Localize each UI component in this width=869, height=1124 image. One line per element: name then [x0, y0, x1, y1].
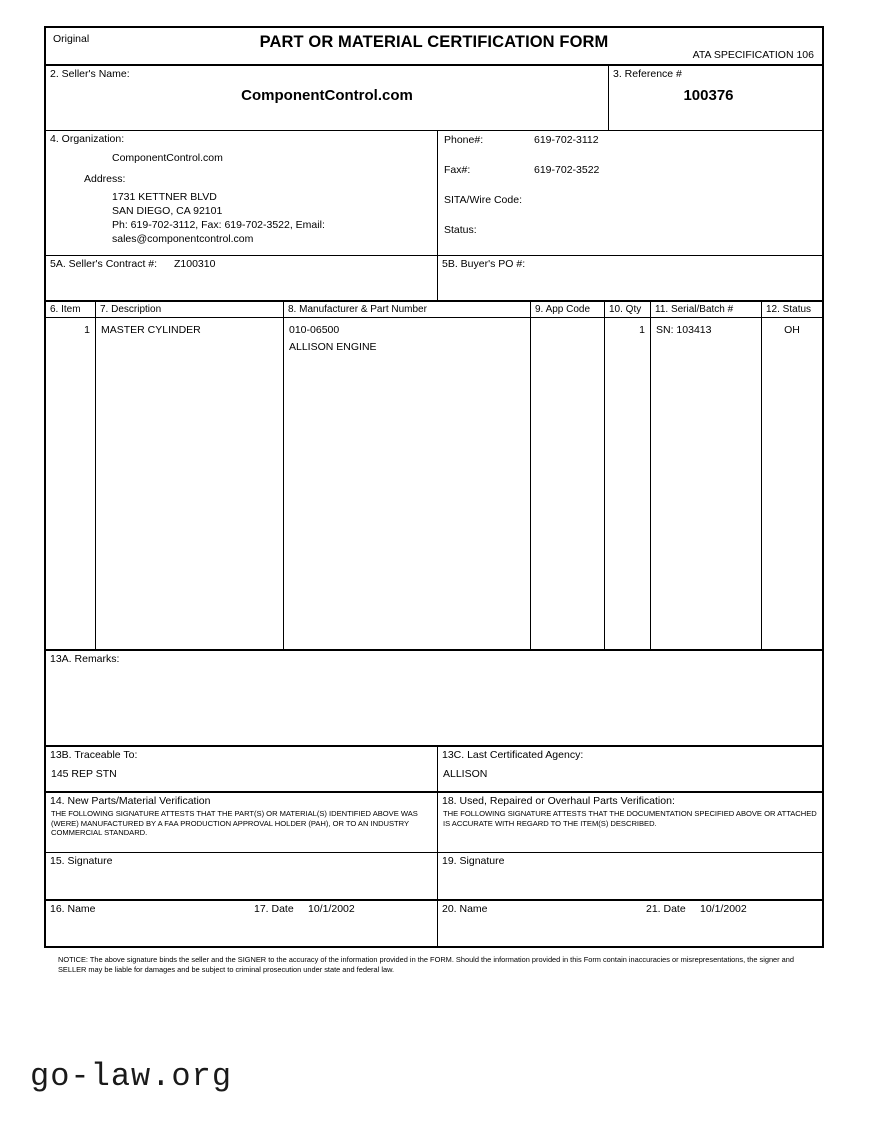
name-right-cell[interactable]	[438, 901, 822, 946]
seller-contract-cell	[46, 256, 438, 300]
traceability-band	[46, 747, 822, 793]
address-line-1: 1731 KETTNER BLVD	[112, 191, 217, 203]
column-header-item: 6. Item	[50, 304, 81, 315]
cell-description: MASTER CYLINDER	[101, 324, 201, 336]
reference-cell	[609, 66, 822, 130]
organization-name: ComponentControl.com	[112, 152, 223, 164]
name-left-label: 16. Name	[50, 903, 96, 915]
cell-qty: 1	[639, 324, 645, 336]
date-right-label: 21. Date	[646, 903, 686, 915]
specification-label: ATA SPECIFICATION 106	[692, 49, 814, 61]
seller-name-label: 2. Seller's Name:	[50, 68, 130, 80]
used-parts-verification-body: THE FOLLOWING SIGNATURE ATTESTS THAT THE DOCUMENTATION SPECIFIED ABOVE OR ATTACHED IS ACCURATE WITH REGARD TO THE ITEM(S) DESCRIBED.	[443, 809, 817, 828]
address-line-2: SAN DIEGO, CA 92101	[112, 205, 223, 217]
seller-contract-value: Z100310	[174, 258, 216, 270]
address-label: Address:	[84, 173, 126, 185]
new-parts-verification-cell	[46, 793, 438, 852]
contact-cell	[438, 131, 822, 255]
seller-contract-label: 5A. Seller's Contract #:	[50, 258, 158, 270]
verification-band	[46, 793, 822, 853]
signature-right-label: 19. Signature	[442, 855, 505, 867]
last-certificated-agency-label: 13C. Last Certificated Agency:	[442, 749, 584, 761]
address-line-3: Ph: 619-702-3112, Fax: 619-702-3522, Email:	[112, 219, 325, 231]
seller-company-value: ComponentControl.com	[241, 87, 413, 104]
seller-reference-band	[46, 66, 822, 131]
status-label: Status:	[444, 224, 477, 236]
phone-value: 619-702-3112	[534, 134, 599, 146]
traceable-to-cell	[46, 747, 438, 791]
new-parts-verification-label: 14. New Parts/Material Verification	[50, 795, 211, 807]
used-parts-verification-cell	[438, 793, 822, 852]
reference-label: 3. Reference #	[613, 68, 682, 80]
phone-label: Phone#:	[444, 134, 484, 146]
cell-serial-batch: SN: 103413	[656, 324, 712, 336]
seller-name-cell	[46, 66, 609, 130]
used-parts-verification-label: 18. Used, Repaired or Overhaul Parts Verification:	[442, 795, 675, 807]
items-table-body	[46, 318, 822, 651]
date-left-label: 17. Date	[254, 903, 294, 915]
column-header-description: 7. Description	[100, 304, 162, 315]
remarks-cell	[46, 651, 822, 747]
items-table-header	[46, 302, 822, 318]
signature-left-cell[interactable]	[46, 853, 438, 899]
column-header-serial: 11. Serial/Batch #	[655, 304, 734, 315]
last-certificated-agency-cell	[438, 747, 822, 791]
cell-manufacturer-name: ALLISON ENGINE	[289, 341, 377, 353]
reference-value: 100376	[683, 87, 734, 104]
traceable-to-value: 145 REP STN	[51, 768, 117, 780]
form-header	[46, 28, 822, 66]
cell-item-number: 1	[84, 324, 90, 336]
fax-label: Fax#:	[444, 164, 471, 176]
organization-band	[46, 131, 822, 256]
signature-band	[46, 853, 822, 901]
organization-label: 4. Organization:	[50, 133, 125, 145]
column-header-app-code: 9. App Code	[535, 304, 591, 315]
fax-value: 619-702-3522	[534, 164, 600, 176]
address-line-4: sales@componentcontrol.com	[112, 233, 254, 245]
signature-left-label: 15. Signature	[50, 855, 113, 867]
column-header-status: 12. Status	[766, 304, 812, 315]
column-header-qty: 10. Qty	[609, 304, 642, 315]
column-header-manufacturer: 8. Manufacturer & Part Number	[288, 304, 427, 315]
page-title: PART OR MATERIAL CERTIFICATION FORM	[259, 33, 609, 51]
name-left-cell[interactable]	[46, 901, 438, 946]
new-parts-verification-body: THE FOLLOWING SIGNATURE ATTESTS THAT THE PART(S) OR MATERIAL(S) IDENTIFIED ABOVE WAS (WERE) MANUFACTURED BY A FAA PRODUCTION APPROVAL HOLDER (PAH), OR TO AN INDUSTRY COMMERCIAL STANDARD.	[51, 809, 418, 838]
traceable-to-label: 13B. Traceable To:	[50, 749, 138, 761]
signature-right-cell[interactable]	[438, 853, 822, 899]
legal-notice: NOTICE: The above signature binds the seller and the SIGNER to the accuracy of the information provided in the FORM. Should the information provided in this Form contain inaccuracies or misrepresentations, the signer and SELLER may be liable for damages and be subject to criminal prosecution under state and federal law.	[58, 955, 795, 974]
organization-cell	[46, 131, 438, 255]
address-block	[112, 190, 325, 246]
name-date-band	[46, 901, 822, 946]
cell-status: OH	[784, 324, 800, 336]
watermark: go-law.org	[30, 1058, 233, 1095]
date-right-value: 10/1/2002	[700, 903, 747, 915]
remarks-label: 13A. Remarks:	[50, 653, 120, 665]
date-left-value: 10/1/2002	[308, 903, 355, 915]
buyer-po-label: 5B. Buyer's PO #:	[442, 258, 526, 270]
last-certificated-agency-value: ALLISON	[443, 768, 488, 780]
name-right-label: 20. Name	[442, 903, 488, 915]
sita-label: SITA/Wire Code:	[444, 194, 522, 206]
contract-band	[46, 256, 822, 302]
copy-type-label: Original	[53, 33, 90, 45]
certification-form	[44, 26, 824, 948]
cell-manufacturer-part: 010-06500	[289, 324, 340, 336]
buyer-po-cell	[438, 256, 822, 300]
cell-app-code	[531, 318, 604, 322]
